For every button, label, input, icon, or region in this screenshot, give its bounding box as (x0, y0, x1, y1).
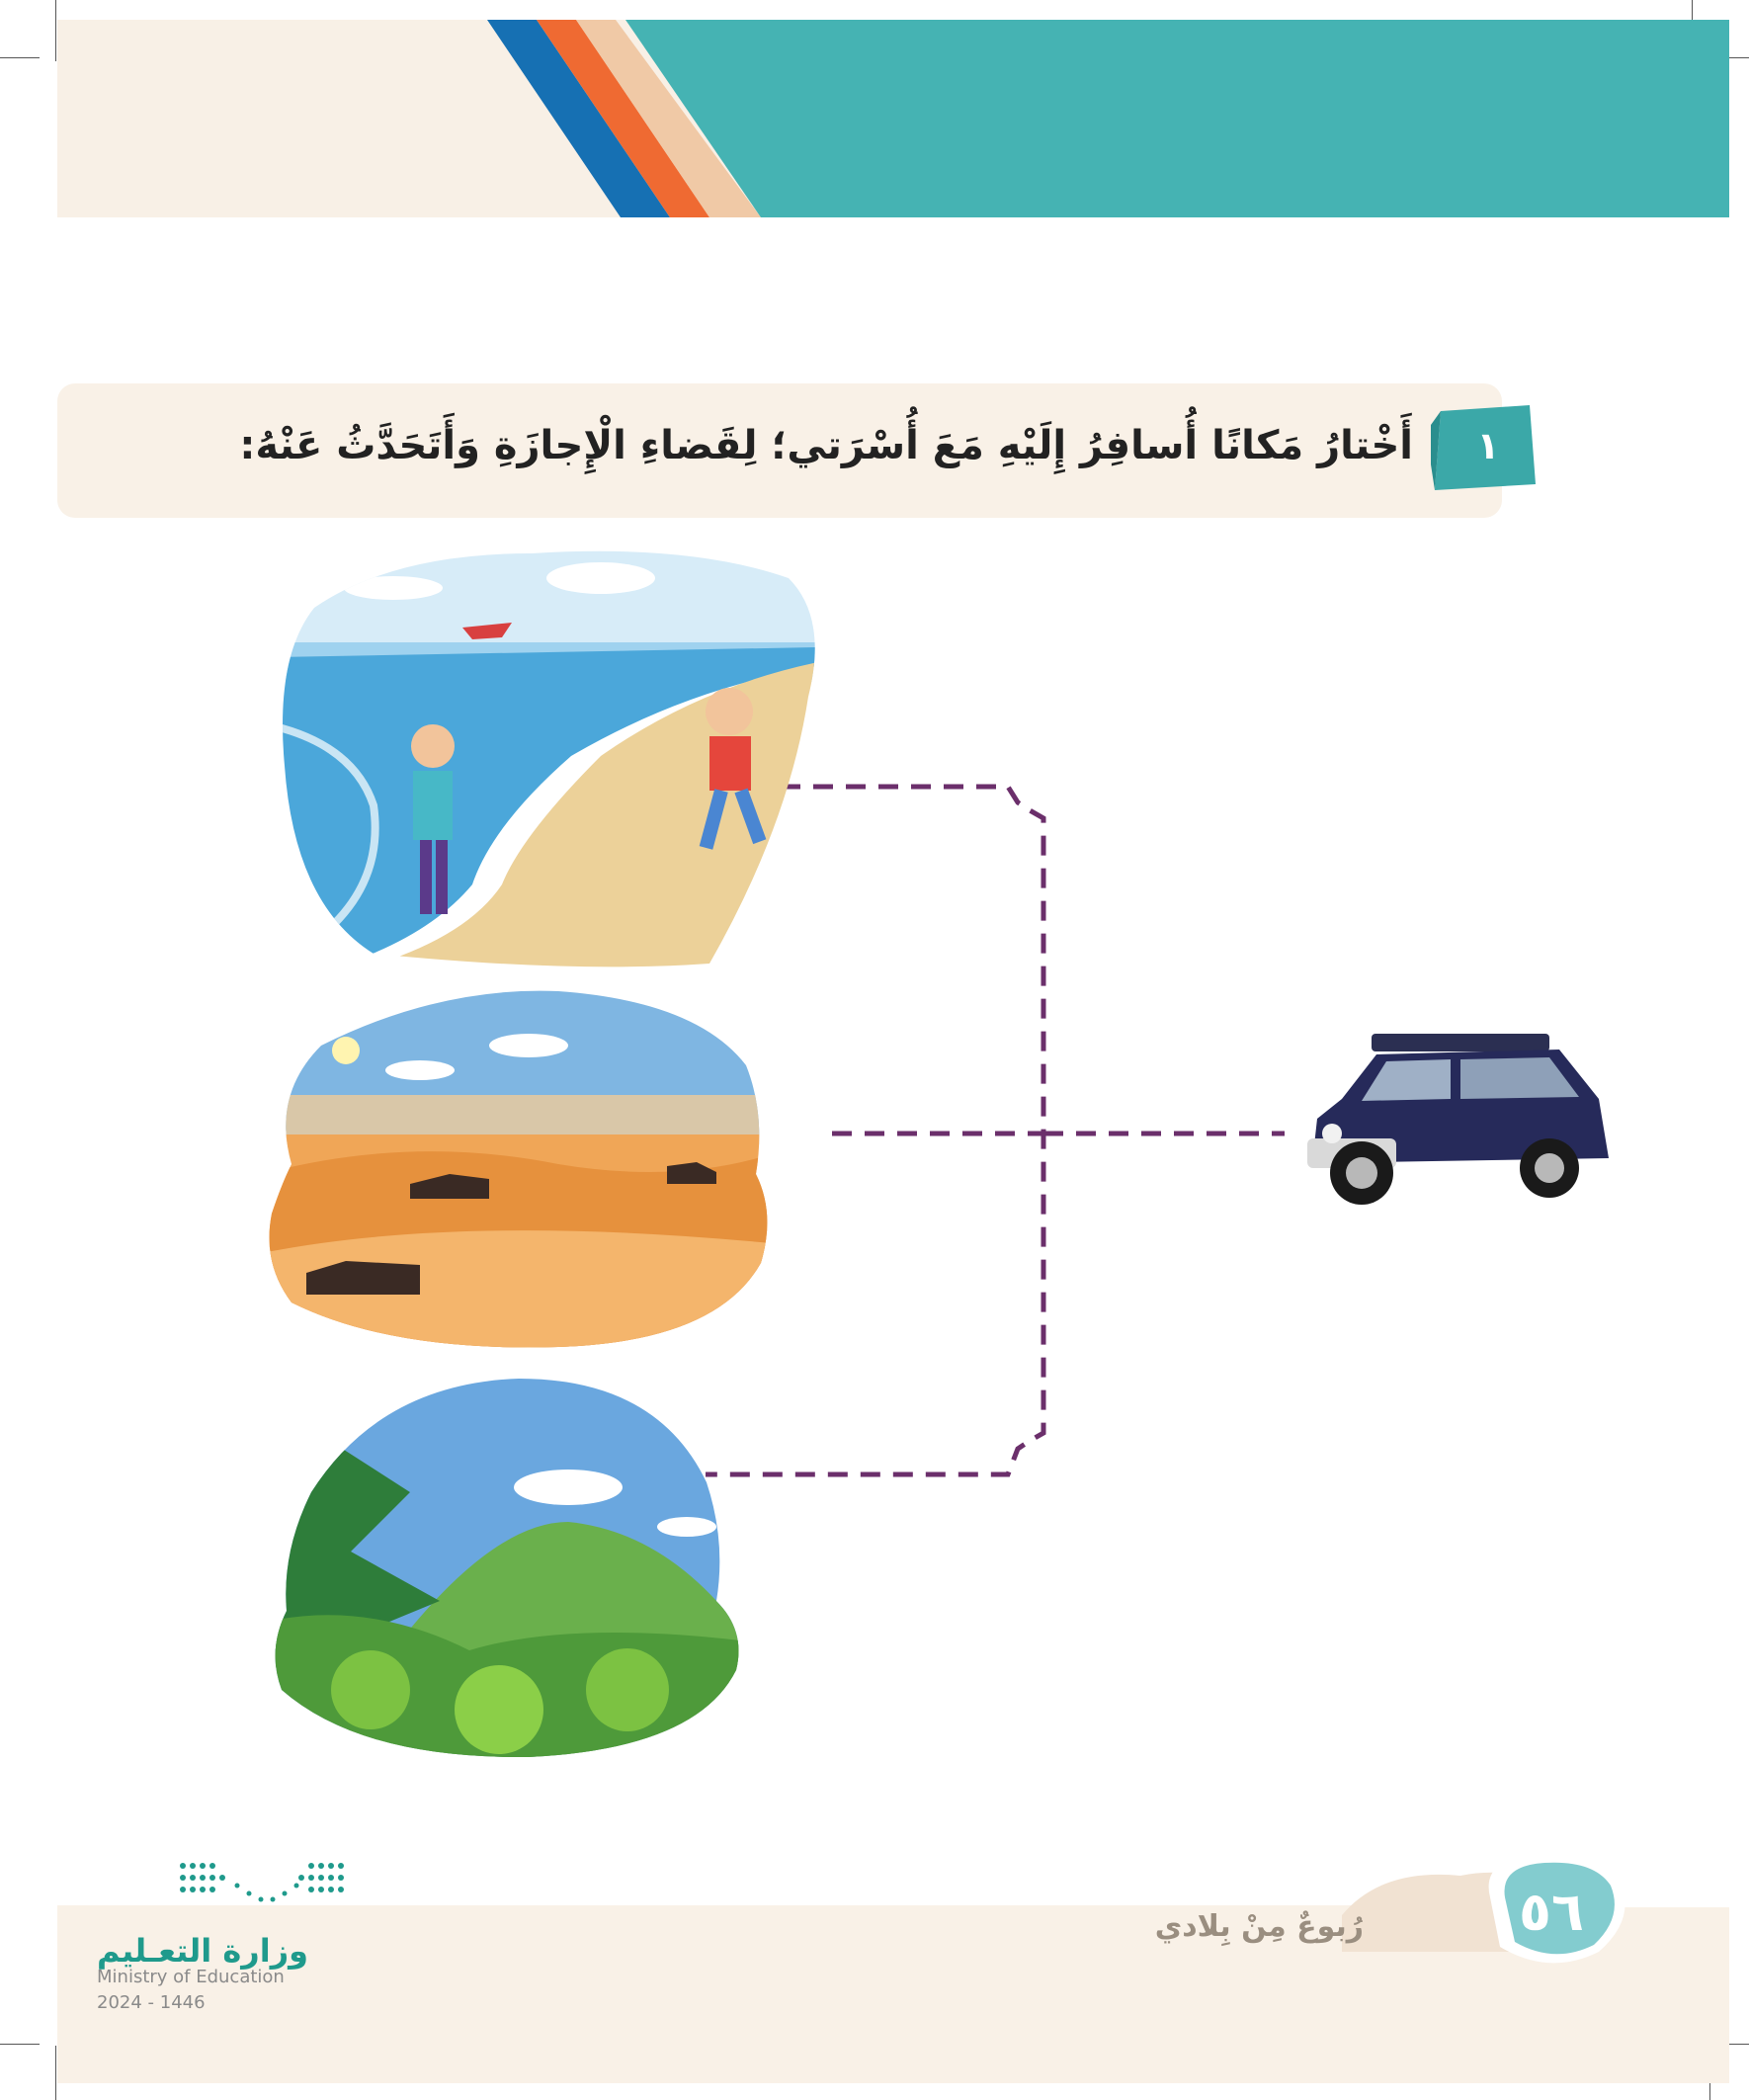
forest-mountain-scene-image[interactable] (272, 1374, 741, 1759)
suv-car-image[interactable] (1302, 1030, 1619, 1213)
unit-title: رُبوعٌ مِنْ بِلادي (1154, 1909, 1364, 1944)
page-number: ٥٦ (1519, 1881, 1584, 1943)
academic-year: 2024 - 1446 (97, 1992, 206, 2013)
instruction-text: أَخْتارُ مَكانًا أُسافِرُ إِلَيْهِ مَعَ أُسْرَتي؛ لِقَضاءِ الْإِجازَةِ وَأَتَحَدَّثُ عَنْهُ: (239, 423, 1413, 468)
ministry-name-arabic: وزارة التعـليم (97, 1932, 308, 1970)
beach-scene-image[interactable] (275, 548, 818, 973)
desert-scene-image[interactable] (262, 986, 771, 1352)
ministry-name-english: Ministry of Education (97, 1967, 285, 1987)
question-number: ١ (1476, 424, 1500, 467)
ministry-logo-dots-icon (178, 1858, 356, 1917)
